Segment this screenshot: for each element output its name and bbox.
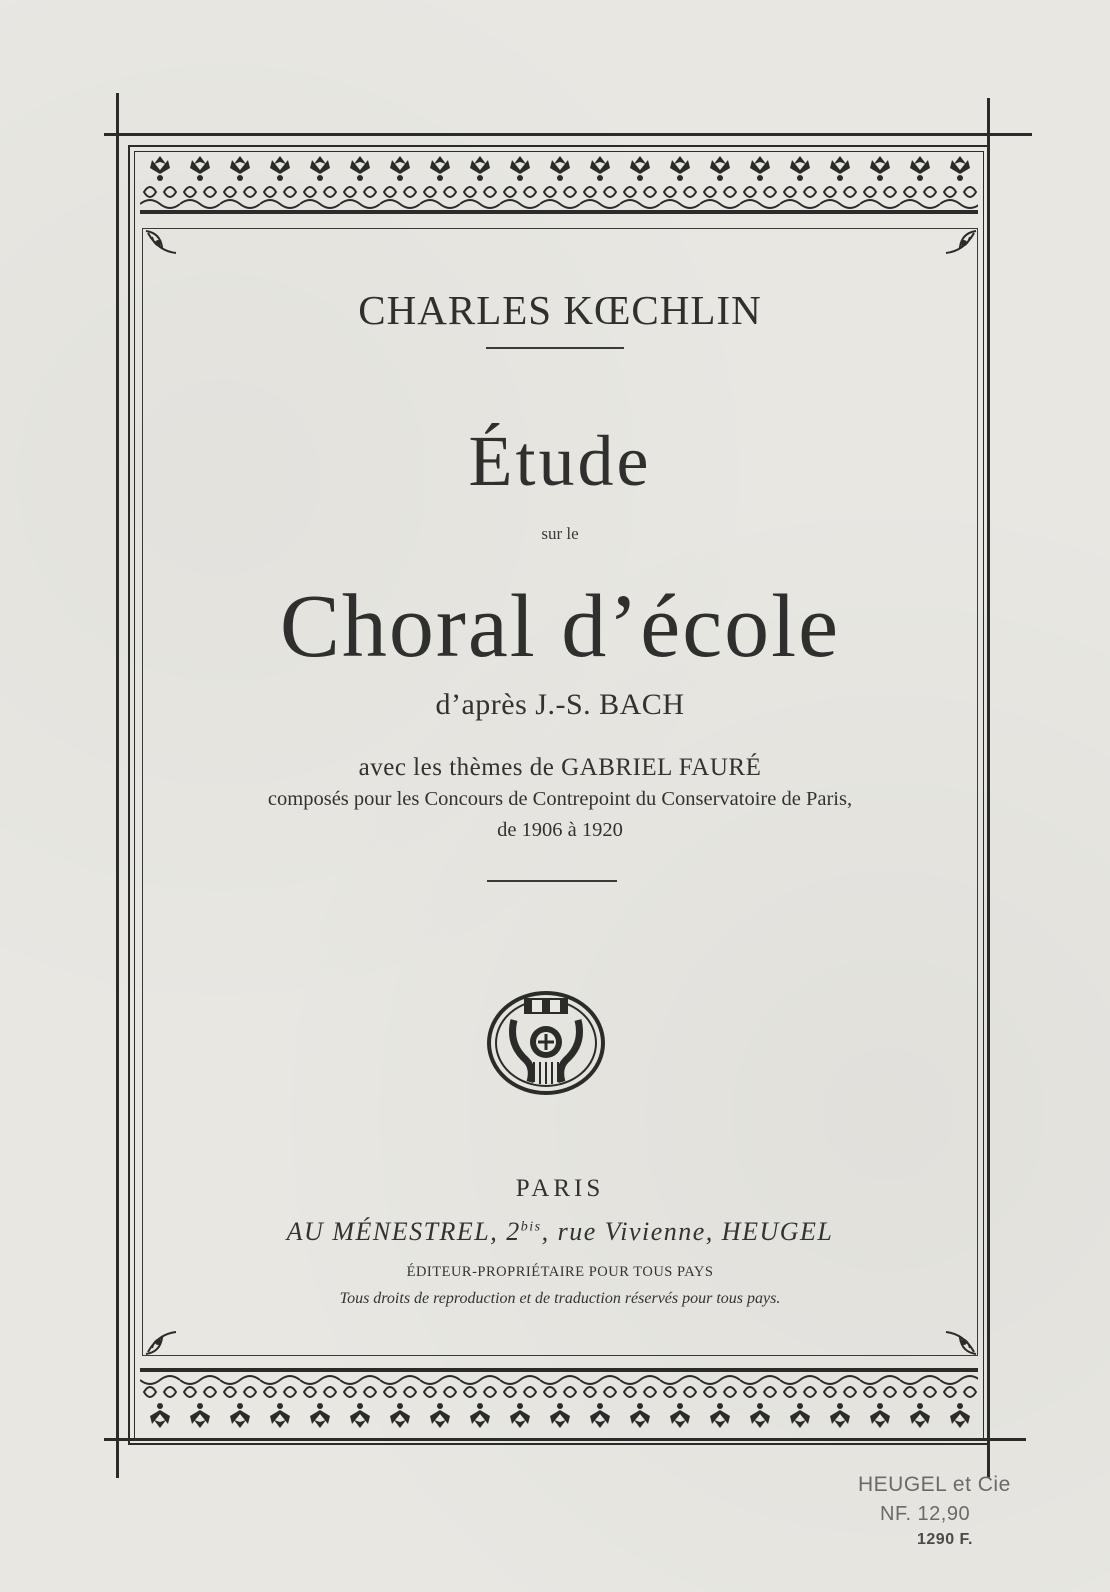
divider-rule — [487, 880, 617, 882]
left-vertical-rule — [116, 93, 119, 1478]
top-ornament-band — [140, 152, 978, 222]
corner-flourish-icon — [938, 1316, 978, 1356]
publisher-name-prefix: AU MÉNESTREL, 2 — [286, 1217, 521, 1246]
divider-rule — [486, 347, 624, 349]
corner-flourish-icon — [144, 1316, 184, 1356]
title-line-2: Choral d’école — [279, 577, 841, 676]
publisher-name-suffix: , rue Vivienne, HEUGEL — [541, 1217, 834, 1246]
title-line-1: Étude — [468, 421, 652, 501]
faure-themes-line: avec les thèmes de GABRIEL FAURÉ — [358, 754, 762, 781]
composed-for-line: composés pour les Concours de Contrepoint du Conservatoire de Paris, — [267, 788, 853, 810]
corner-flourish-icon — [144, 229, 184, 269]
publisher-city: PARIS — [515, 1175, 605, 1202]
top-horizontal-rule — [104, 133, 1032, 136]
price-stamp-nf: NF. 12,90 — [880, 1503, 971, 1525]
price-stamp-publisher: HEUGEL et Cie — [858, 1473, 1011, 1496]
title-connector: sur le — [541, 524, 579, 543]
after-bach-line: d’après J.-S. BACH — [435, 688, 685, 721]
lyre-medallion-icon — [486, 990, 606, 1096]
floral-border-ornament — [140, 152, 978, 222]
rights-notice: Tous droits de reproduction et de traduction réservés pour tous pays. — [339, 1290, 781, 1307]
floral-border-ornament — [140, 1362, 978, 1432]
corner-flourish-icon — [938, 229, 978, 269]
price-stamp-francs: 1290 F. — [917, 1531, 973, 1548]
publisher-bis: bis — [520, 1219, 542, 1235]
author-name: CHARLES KŒCHLIN — [358, 287, 762, 333]
bottom-ornament-band — [140, 1362, 978, 1432]
publisher-name — [142, 1217, 978, 1247]
publisher-role: ÉDITEUR-PROPRIÉTAIRE POUR TOUS PAYS — [406, 1264, 714, 1280]
dates-line: de 1906 à 1920 — [497, 819, 623, 841]
